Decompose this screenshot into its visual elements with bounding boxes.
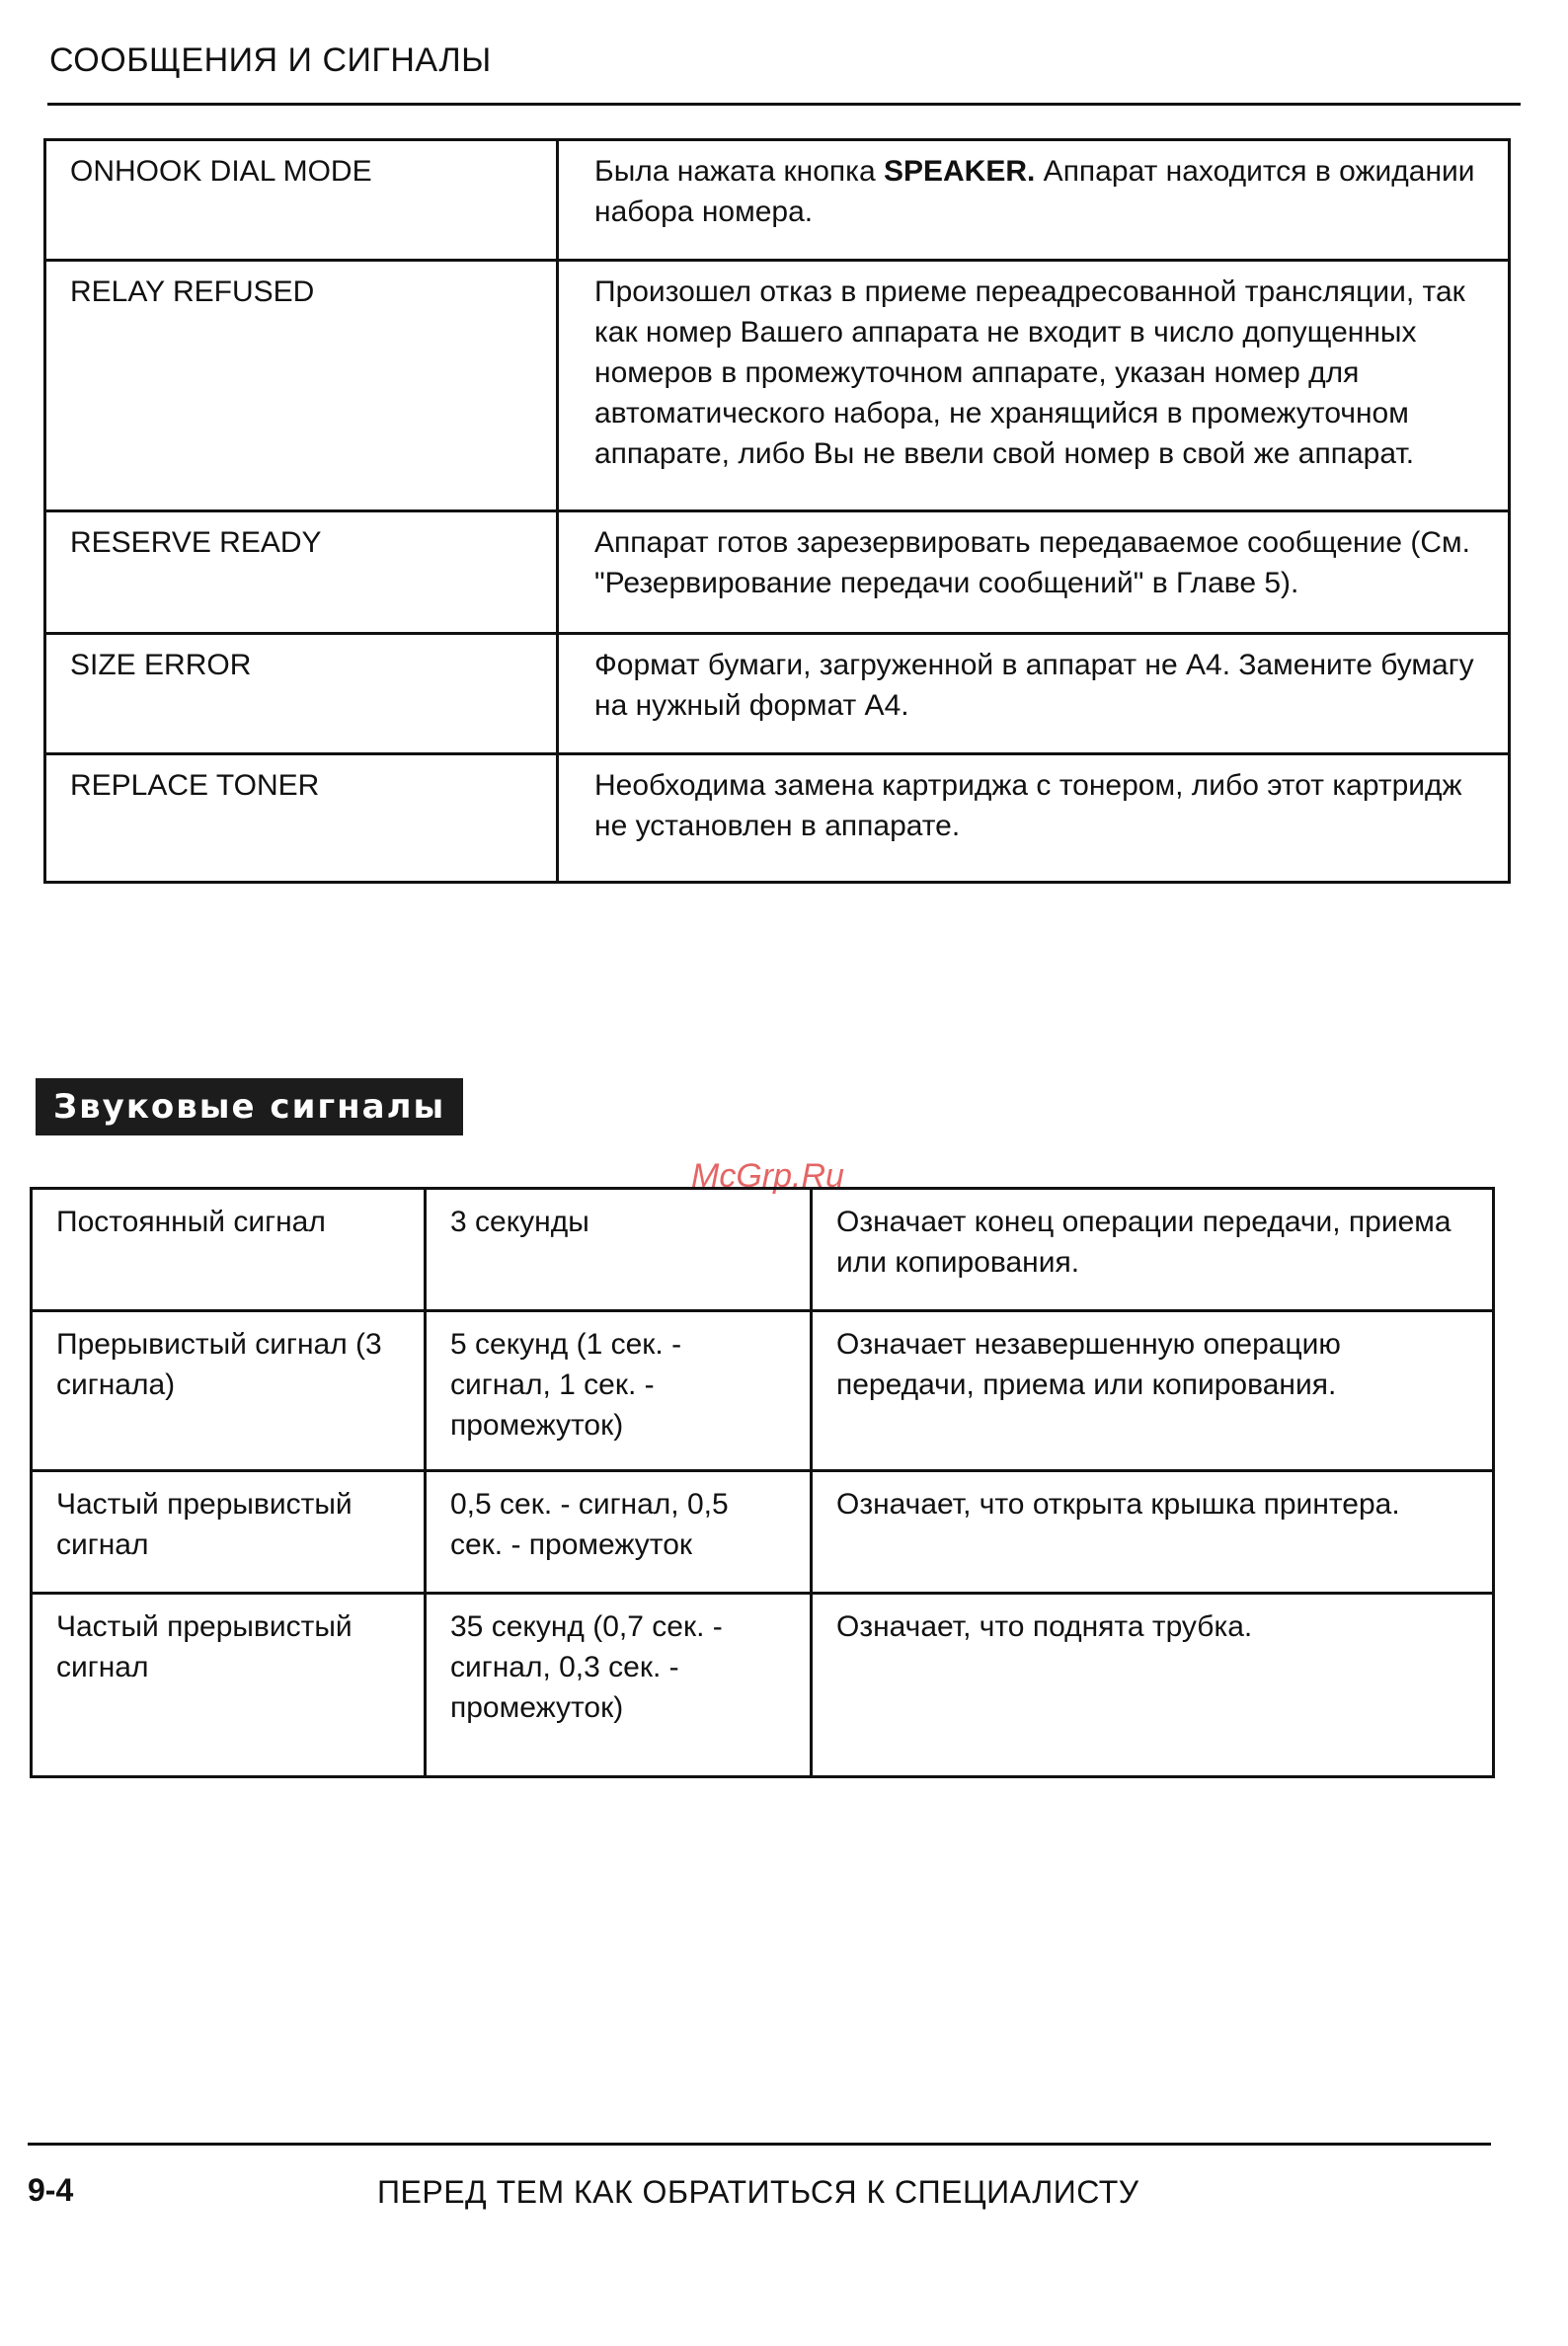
signal-name: Частый прерывистый сигнал bbox=[32, 1594, 426, 1777]
table-row bbox=[32, 1311, 1494, 1471]
message-description: Была нажата кнопка SPEAKER. Аппарат находится в ожидании набора номера. bbox=[558, 140, 1510, 261]
message-description: Произошел отказ в приеме переадресованной трансляции, так как номер Вашего аппарата не входит в число допущенных номеров в промежуточном аппарате, указан номер для автоматического набора, не хранящийся в промежуточном аппарате, либо Вы не ввели свой номер в свой же аппарат. bbox=[558, 261, 1510, 511]
signal-timing: 35 секунд (0,7 сек. - сигнал, 0,3 сек. - промежуток) bbox=[426, 1594, 812, 1777]
message-code: ONHOOK DIAL MODE bbox=[45, 140, 558, 261]
signal-name: Частый прерывистый сигнал bbox=[32, 1471, 426, 1594]
watermark: McGrp.Ru bbox=[691, 1157, 844, 1195]
message-description: Формат бумаги, загруженной в аппарат не А4. Замените бумагу на нужный формат А4. bbox=[558, 634, 1510, 754]
page-number: 9-4 bbox=[28, 2172, 74, 2208]
message-code: RESERVE READY bbox=[45, 511, 558, 634]
signal-meaning: Означает незавершенную операцию передачи, приема или копирования. bbox=[812, 1311, 1494, 1471]
message-code: RELAY REFUSED bbox=[45, 261, 558, 511]
signal-timing: 0,5 сек. - сигнал, 0,5 сек. - промежуток bbox=[426, 1471, 812, 1594]
message-description: Необходима замена картриджа с тонером, либо этот картридж не установлен в аппарате. bbox=[558, 754, 1510, 883]
section-title-sound-signals: Звуковые сигналы bbox=[36, 1078, 463, 1135]
table-row bbox=[32, 1594, 1494, 1777]
table-row bbox=[45, 140, 1510, 261]
table-row bbox=[32, 1189, 1494, 1311]
footer-title: ПЕРЕД ТЕМ КАК ОБРАТИТЬСЯ К СПЕЦИАЛИСТУ bbox=[377, 2174, 1139, 2210]
table-row bbox=[45, 261, 1510, 511]
message-code: REPLACE TONER bbox=[45, 754, 558, 883]
signal-name: Прерывистый сигнал (3 сигнала) bbox=[32, 1311, 426, 1471]
signal-timing: 5 секунд (1 сек. - сигнал, 1 сек. - промежуток) bbox=[426, 1311, 812, 1471]
signal-name: Постоянный сигнал bbox=[32, 1189, 426, 1311]
message-description: Аппарат готов зарезервировать передаваемое сообщение (См. "Резервирование передачи сообщений" в Главе 5). bbox=[558, 511, 1510, 634]
signals-table bbox=[30, 1187, 1495, 1778]
page-header-title: СООБЩЕНИЯ И СИГНАЛЫ bbox=[49, 41, 492, 79]
message-code: SIZE ERROR bbox=[45, 634, 558, 754]
table-row bbox=[45, 754, 1510, 883]
header-rule bbox=[47, 103, 1521, 106]
table-row bbox=[45, 634, 1510, 754]
signal-meaning: Означает, что поднята трубка. bbox=[812, 1594, 1494, 1777]
signal-timing: 3 секунды bbox=[426, 1189, 812, 1311]
signal-meaning: Означает, что открыта крышка принтера. bbox=[812, 1471, 1494, 1594]
messages-table bbox=[43, 138, 1511, 884]
table-row bbox=[45, 511, 1510, 634]
speaker-key-label: SPEAKER. bbox=[883, 155, 1036, 188]
table-row bbox=[32, 1471, 1494, 1594]
footer-rule bbox=[28, 2143, 1491, 2146]
signal-meaning: Означает конец операции передачи, приема или копирования. bbox=[812, 1189, 1494, 1311]
